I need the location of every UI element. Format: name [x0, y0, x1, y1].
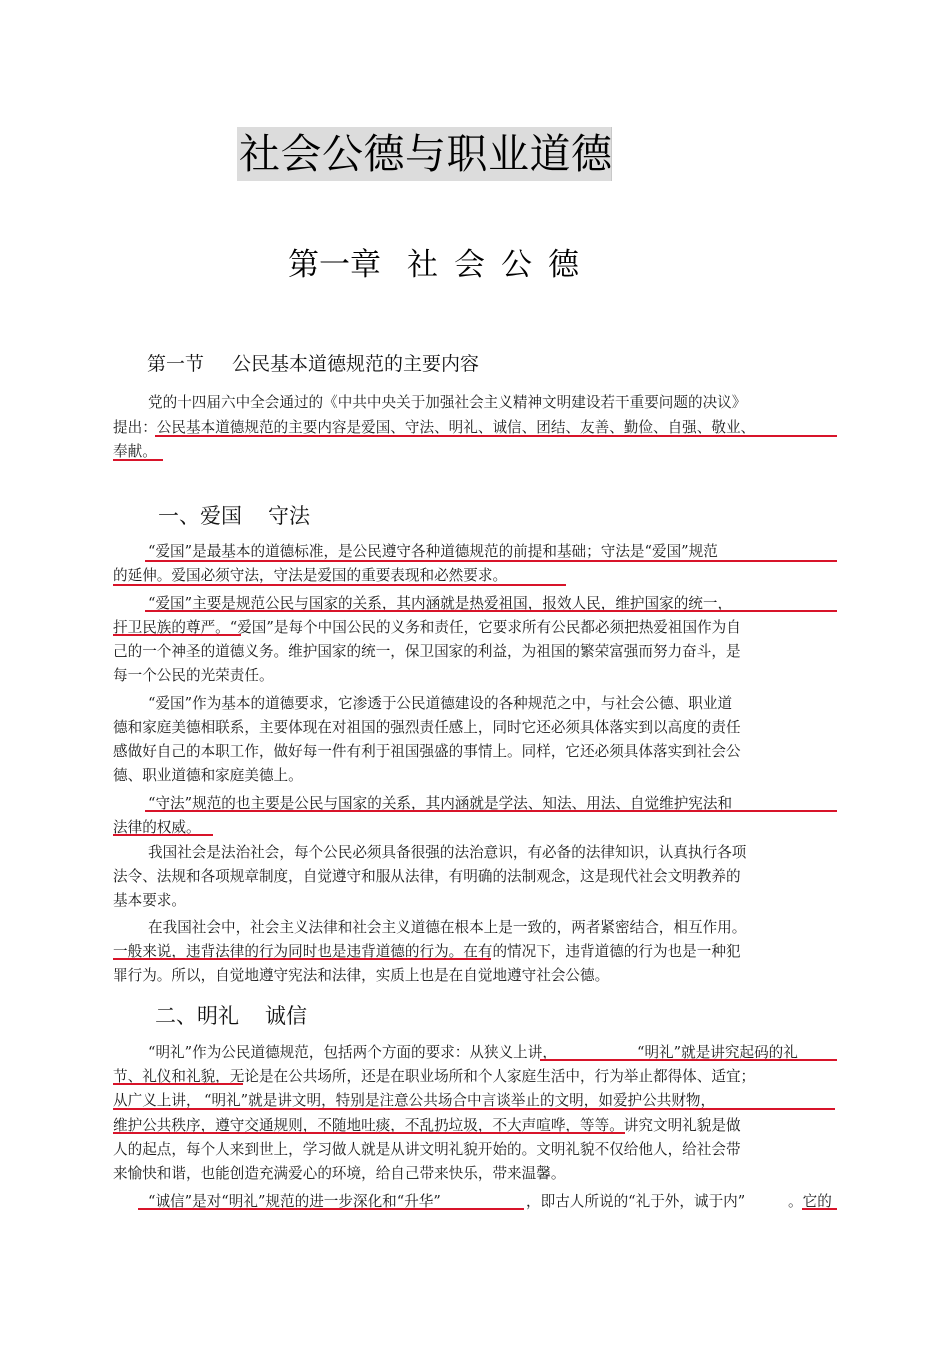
- paragraph-line: “明礼”就是讲文明，特别是注意公共场合中言谈举止的文明，如爱护公共财物，: [204, 1092, 716, 1109]
- paragraph-line: 法律的权威。: [113, 819, 201, 836]
- paragraph-line: 德、职业道德和家庭美德上。: [113, 767, 303, 784]
- paragraph-line: 我国社会是法治社会，每个公民必须具备很强的法治意识，有必备的法律知识，认真执行各项: [148, 844, 747, 861]
- paragraph-line: “守法”规范的也主要是公民与国家的关系，其内涵就是学法、知法、用法、自觉维护宪法和: [148, 795, 733, 812]
- paragraph-line: 每一个公民的光荣责任。: [113, 667, 274, 684]
- red-underline: [113, 1132, 625, 1134]
- red-underline: [155, 435, 837, 437]
- paragraph-line: 罪行为。所以，自觉地遵守宪法和法律，实质上也是在自觉地遵守社会公德。: [113, 967, 610, 984]
- paragraph-line: 提出：公民基本道德规范的主要内容是爱国、守法、明礼、诚信、团结、友善、勤俭、自强、敬业、: [113, 419, 756, 436]
- paragraph-line: 从广义上讲，: [113, 1092, 201, 1109]
- red-underline: [145, 610, 837, 612]
- chapter-heading: [288, 245, 579, 285]
- chapter-title-char: 社: [407, 247, 438, 283]
- red-underline: [145, 810, 837, 812]
- paragraph-line: 维护公共秩序，遵守交通规则，不随地吐痰，不乱扔垃圾，不大声喧哗，等等。讲究文明礼貌是做: [113, 1117, 741, 1134]
- paragraph-line: 人的起点，每个人来到世上，学习做人就是从讲文明礼貌开始的。文明礼貌不仅给他人，给社会带: [113, 1141, 741, 1158]
- chapter-number: 第一章: [288, 247, 381, 283]
- chapter-title-char: 公: [501, 247, 532, 283]
- paragraph-line: 在我国社会中，社会主义法律和社会主义道德在根本上是一致的，两者紧密结合，相互作用。: [148, 919, 747, 936]
- red-underline: [138, 1208, 524, 1210]
- subheading-courtesy-integrity: [155, 1002, 307, 1030]
- paragraph-line: “爱国”作为基本的道德要求，它渗透于公民道德建设的各种规范之中，与社会公德、职业道: [148, 695, 733, 712]
- paragraph-line: 来愉快和谐，也能创造充满爱心的环境，给自己带来快乐，带来温馨。: [113, 1165, 566, 1182]
- paragraph-line: 感做好自己的本职工作，做好每一件有利于祖国强盛的事情上。同样，它还必须具体落实到社会公: [113, 743, 741, 760]
- red-underline: [113, 1108, 835, 1110]
- paragraph-line: 的延伸。爱国必须守法，守法是爱国的重要表现和必然要求。: [113, 567, 508, 584]
- document-title-box: [237, 127, 612, 181]
- red-underline: [802, 1208, 837, 1210]
- paragraph-line: 己的一个神圣的道德义务。维护国家的统一，保卫国家的利益，为祖国的繁荣富强而努力奋斗，是: [113, 643, 741, 660]
- paragraph-line: 德和家庭美德相联系，主要体现在对祖国的强烈责任感上，同时它还必须具体落实到以高度的责任: [113, 719, 741, 736]
- paragraph-line: “诚信”是对“明礼”规范的进一步深化和“升华”: [148, 1193, 441, 1210]
- paragraph-line: “爱国”主要是规范公民与国家的关系，其内涵就是热爱祖国，报效人民，维护国家的统一，: [148, 595, 733, 612]
- red-underline: [113, 459, 163, 461]
- paragraph-line: 基本要求。: [113, 892, 186, 909]
- paragraph-line: 一般来说，违背法律的行为同时也是违背道德的行为。在有的情况下，违背道德的行为也是一种犯: [113, 943, 741, 960]
- red-underline: [113, 834, 213, 836]
- subheading-number: 一、爱国: [158, 504, 242, 528]
- red-underline: [113, 584, 566, 586]
- paragraph-line: ，即古人所说的“礼于外，诚于内”: [526, 1193, 746, 1210]
- paragraph-line: 党的十四届六中全会通过的《中共中央关于加强社会主义精神文明建设若干重要问题的决议》: [148, 394, 747, 411]
- subheading-number: 二、明礼: [155, 1004, 239, 1028]
- paragraph-line: “爱国”是最基本的道德标准，是公民遵守各种道德规范的前提和基础；守法是“爱国”规范: [148, 543, 718, 560]
- red-underline: [540, 1059, 837, 1061]
- subheading-title: 诚信: [265, 1004, 307, 1028]
- chapter-title-char: 会: [454, 247, 485, 283]
- section-title: 公民基本道德规范的主要内容: [232, 353, 480, 375]
- paragraph-line: 奉献。: [113, 443, 157, 460]
- paragraph-line: 节、礼仪和礼貌，无论是在公共场所，还是在职业场所和个人家庭生活中，行为举止都得体、适宜；: [113, 1068, 756, 1085]
- chapter-title-char: 德: [548, 247, 579, 283]
- document-title: 社会公德与职业道德: [239, 130, 613, 178]
- red-underline: [145, 560, 837, 562]
- paragraph-line: 法令、法规和各项规章制度，自觉遵守和服从法律，有明确的法制观念，这是现代社会文明教养的: [113, 868, 741, 885]
- section-heading: [147, 351, 479, 377]
- subheading-patriotism-law: [158, 502, 310, 530]
- paragraph-line: 。它的: [788, 1193, 832, 1210]
- section-number: 第一节: [147, 353, 205, 375]
- subheading-title: 守法: [268, 504, 310, 528]
- red-underline: [113, 634, 241, 636]
- red-underline: [113, 958, 491, 960]
- paragraph-line: 扞卫民族的尊严。“爱国”是每个中国公民的义务和责任，它要求所有公民都必须把热爱祖国作为自: [113, 619, 741, 636]
- red-underline: [113, 1083, 243, 1085]
- paragraph-line: “明礼”作为公民道德规范，包括两个方面的要求：从狭义上讲，: [148, 1044, 557, 1061]
- paragraph-line: “明礼”就是讲究起码的礼: [637, 1044, 798, 1061]
